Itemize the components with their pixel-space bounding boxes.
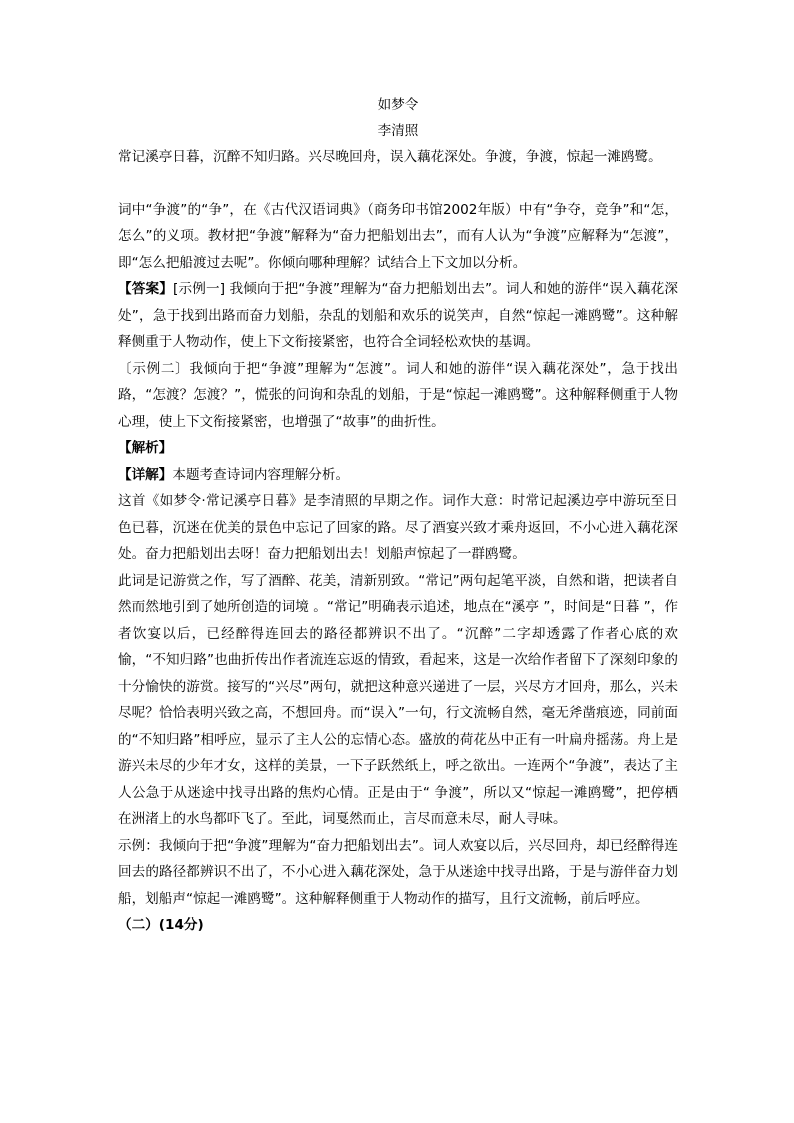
content-area: [118, 92, 678, 939]
detail-tag: 【详解】: [118, 466, 173, 483]
answer-example-1-text: [示例一] 我倾向于把“争渡”理解为“奋力把船划出去”。词人和她的游伴“误入藕花深处”，急于找到出路而奋力划船，杂乱的划船和欢乐的说笑声，自然“惊起一滩鸥鹭”。这种解释侧重于人物动作，使上下文衔接紧密，也符合全词轻松欢快的基调。: [118, 281, 678, 350]
analysis-paragraph-2: 此词是记游赏之作，写了酒醉、花美，清新别致。“常记”两句起笔平淡，自然和谐，把读者自然而然地引到了她所创造的词境 。“常记”明确表示追述，地点在“溪亭 ”，时间是“日暮 ”，作者饮宴以后，已经醉得连回去的路径都辨识不出了。“沉醉”二字却透露了作者心底的欢愉，“不知归路”也曲折传出作者流连忘返的情致，看起来，这是一次给作者留下了深刻印象的十分愉快的游赏。接写的“兴尽”两句，就把这种意兴递进了一层，兴尽方才回舟，那么，兴未尽呢？恰恰表明兴致之高，不想回舟。而“误入”一句，行文流畅自然，毫无斧凿痕迹，同前面的“不知归路”相呼应，显示了主人公的忘情心态。盛放的荷花丛中正有一叶扁舟摇荡。舟上是游兴未尽的少年才女，这样的美景，一下子跃然纸上，呼之欲出。一连两个“争渡”，表达了主人公急于从迷途中找寻出路的焦灼心情。正是由于“ 争渡”，所以又“惊起一滩鸥鹭”，把停栖在洲渚上的水鸟都吓飞了。至此，词戛然而止，言尽而意未尽，耐人寻味。: [118, 572, 678, 827]
poem-text: 常记溪亭日暮，沉醉不知归路。兴尽晚回舟，误入藕花深处。争渡，争渡，惊起一滩鸥鹭。: [118, 149, 662, 165]
analysis-detail: [118, 462, 678, 489]
analysis-tag: 【解析】: [118, 440, 173, 456]
answer-tag: 【答案】: [118, 281, 174, 297]
poem-title: 如梦令: [377, 97, 419, 113]
answer-example-2: 〔示例二〕我倾向于把“争渡”理解为“怎渡”。词人和她的游伴“误入藕花深处”，急于找出路，“怎渡？怎渡？”，慌张的问询和杂乱的划船，于是“惊起一滩鸥鹭”。这种解释侧重于人物心理，使上下文衔接紧密，也增强了“故事”的曲折性。: [118, 360, 678, 430]
detail-text: 本题考查诗词内容理解分析。: [172, 466, 350, 483]
spacer: [118, 171, 678, 197]
next-section-heading: （二）(14分): [118, 917, 204, 933]
question-text: 词中“争渡”的“争”，在《古代汉语词典》（商务印书馆2002年版）中有“争夺，竞争”和“怎，怎么”的义项。教材把“争渡”解释为“奋力把船划出去”，而有人认为“争渡”应解释为“怎渡”，即“怎么把船渡过去呢”。你倾向哪种理解？试结合上下文加以分析。: [118, 201, 678, 271]
analysis-paragraph-3: 示例：我倾向于把“争渡”理解为“奋力把船划出去”。词人欢宴以后，兴尽回舟，却已经醉得连回去的路径都辨识不出了，不小心进入藕花深处，急于从迷途中找寻出路，于是与游伴奋力划船，划船声“惊起一滩鸥鹭”。这种解释侧重于人物动作的描写，且行文流畅，前后呼应。: [118, 837, 678, 907]
analysis-paragraph-1: 这首《如梦令·常记溪亭日暮》是李清照的早期之作。词作大意：时常记起溪边亭中游玩至日色已暮，沉迷在优美的景色中忘记了回家的路。尽了酒宴兴致才乘舟返回，不小心进入藕花深处。奋力把船划出去呀！奋力把船划出去！划船声惊起了一群鸥鹭。: [118, 493, 678, 562]
answer-example-1: [118, 276, 678, 356]
poem-author: 李清照: [377, 123, 419, 139]
